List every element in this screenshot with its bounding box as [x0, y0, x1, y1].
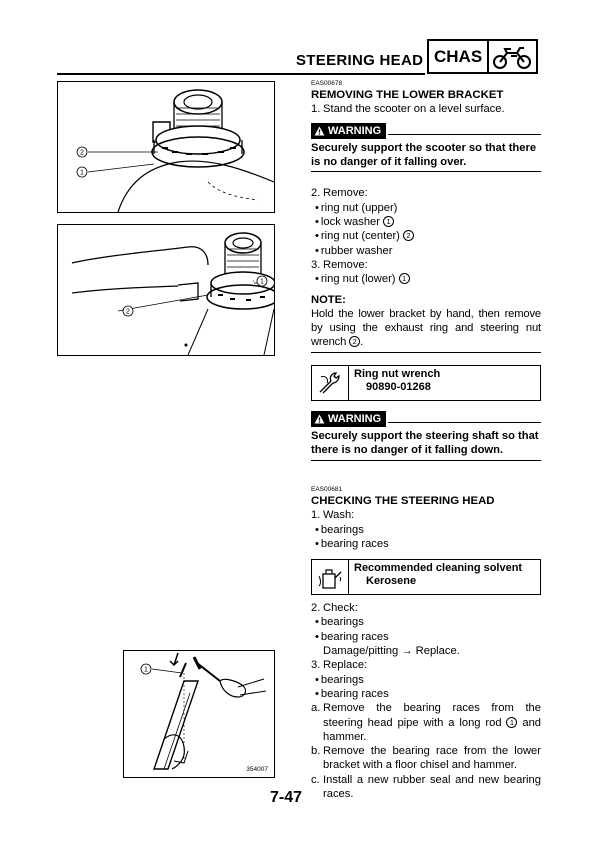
wrench-icon — [317, 371, 343, 395]
list-item: • rubber washer — [311, 244, 541, 258]
list-item: • ring nut (center) 2 — [311, 229, 541, 243]
step-2: 2. Remove: — [311, 187, 368, 200]
list-item: • bearings — [311, 673, 541, 687]
fig1-callout-1: 1 — [80, 169, 84, 177]
step-1: 1. Wash: — [311, 509, 355, 522]
section-code: CHAS — [434, 47, 483, 66]
solvent-title: Recommended cleaning solvent — [354, 562, 523, 575]
figure-3-illustration — [124, 651, 274, 777]
recommended-solvent-box — [311, 559, 541, 595]
solvent-name: Kerosene — [366, 575, 417, 588]
step-3: 3. Replace: — [311, 659, 368, 672]
tool-number: 90890-01268 — [366, 380, 431, 393]
figure-ring-nut-wrench — [57, 224, 275, 356]
fig3-callout-1: 1 — [144, 666, 148, 674]
section-title: REMOVING THE LOWER BRACKET — [311, 89, 504, 101]
section-code-ref: EAS00681 — [311, 486, 343, 493]
note-title: NOTE: — [311, 293, 346, 306]
fig2-callout-1: 1 — [260, 278, 264, 286]
figure-lower-bracket-nuts — [57, 81, 275, 213]
list-item: • ring nut (upper) — [311, 201, 541, 215]
warning-header — [311, 123, 541, 139]
step-1: 1. Stand the scooter on a level surface. — [311, 103, 505, 116]
list-item: • bearing races — [311, 537, 541, 551]
list-item: • ring nut (lower) 1 — [311, 272, 541, 286]
figure-bearing-race-removal — [123, 650, 275, 778]
fig1-callout-2: 2 — [80, 149, 84, 157]
warning-header-2 — [311, 411, 541, 427]
check-result: Damage/pitting → Replace. — [323, 645, 460, 658]
note-text: Hold the lower bracket by hand, then remove by using the exhaust ring and steering nut wrench 2 . — [311, 307, 541, 349]
section-removing-lower-bracket — [311, 80, 541, 461]
section-tab-divider — [487, 41, 489, 72]
tool-name: Ring nut wrench — [354, 367, 441, 380]
list-item: • bearings — [311, 523, 541, 537]
note-block — [311, 293, 541, 353]
section-title: CHECKING THE STEERING HEAD — [311, 495, 495, 507]
warning-triangle-icon — [314, 126, 325, 136]
warning-text: Securely support the scooter so that there is no danger of it falling over. — [311, 141, 541, 173]
figure-1-illustration — [58, 82, 274, 212]
page-title: STEERING HEAD — [296, 52, 424, 69]
fig2-callout-2: 2 — [126, 308, 130, 316]
warning-triangle-icon — [314, 414, 325, 424]
substep-c: c. Install a new rubber seal and new bearing races. — [311, 773, 541, 801]
list-item: • bearing races — [311, 630, 541, 644]
list-item: • bearing races — [311, 687, 541, 701]
warning-badge: WARNING — [311, 123, 386, 139]
section-checking-steering-head — [311, 486, 541, 801]
figure-2-illustration — [58, 225, 274, 355]
warning-text-2: Securely support the steering shaft so that there is no danger of it falling down. — [311, 429, 541, 461]
section-tab — [427, 39, 538, 74]
substep-a: a. Remove the bearing races from the steering head pipe with a long rod 1 and hammer. — [311, 702, 542, 743]
substep-b: b. Remove the bearing race from the lower bracket with a floor chisel and hammer. — [311, 745, 541, 772]
oil-can-icon — [317, 564, 343, 590]
step-3: 3. Remove: — [311, 258, 368, 271]
page-number: 7-47 — [270, 789, 303, 806]
figure-code: 354007 — [246, 766, 268, 773]
motorcycle-icon — [491, 44, 533, 70]
warning-badge: WARNING — [311, 411, 386, 427]
step-2: 2. Check: — [311, 602, 358, 615]
special-tool-box — [311, 365, 541, 401]
section-code-ref: EAS00678 — [311, 80, 343, 87]
list-item: • lock washer 1 — [311, 215, 541, 229]
header-rule — [57, 73, 425, 75]
list-item: • bearings — [311, 615, 541, 629]
